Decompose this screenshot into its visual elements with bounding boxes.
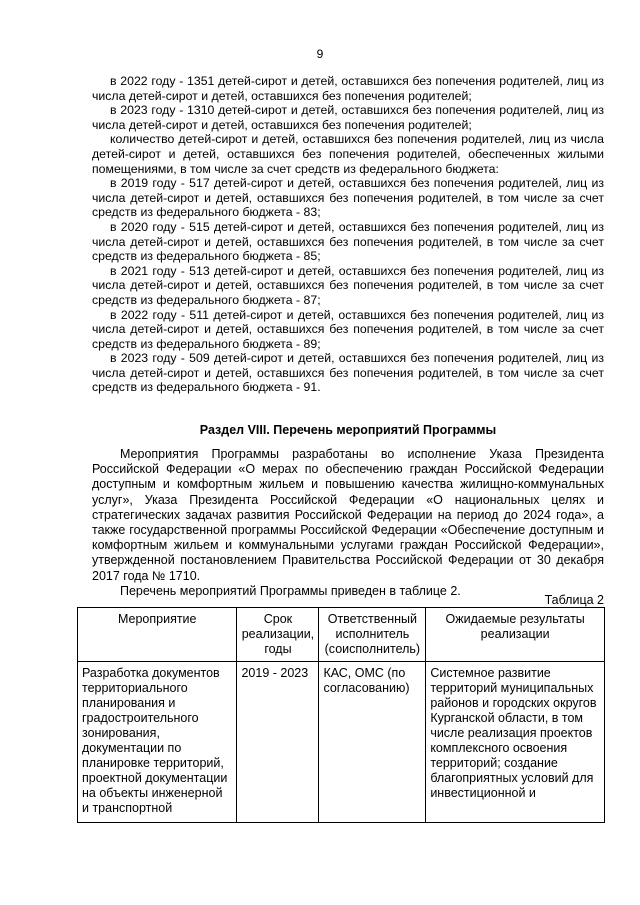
section-heading: Раздел VIII. Перечень мероприятий Программы (199, 423, 497, 437)
activities-table (77, 607, 605, 823)
paragraph-2022-housing: в 2022 году - 511 детей-сирот и детей, оставшихся без попечения родителей, лиц из числа детей-сирот и детей, оставшихся без попечения родителей, в том числе за счет средств из федерального бюджета - 89; (92, 307, 604, 351)
cell-activity: Разработка документов территориального планирования и градостроительного зонирования, документации по планировке территорий, проектной документации на объекты инженерной и транспортной (78, 662, 237, 823)
paragraph-2023-total: в 2023 году - 1310 детей-сирот и детей, оставшихся без попечения родителей, лиц из числа детей-сирот и детей, оставшихся без попечения родителей; (92, 103, 604, 132)
header-activity: Мероприятие (78, 608, 237, 662)
cell-executor: КАС, ОМС (по согласованию) (319, 662, 426, 823)
cell-period: 2019 - 2023 (237, 662, 319, 823)
table-header-row (78, 608, 605, 662)
table-row (78, 662, 605, 823)
table-caption: Таблица 2 (544, 593, 604, 607)
paragraph-housing-count: количество детей-сирот и детей, оставшихся без попечения родителей, лиц из числа детей-сирот и детей, оставшихся без попечения родителей, обеспеченных жилыми помещениями, в том числе за счет средств из федерального бюджета: (92, 132, 604, 176)
body-text (92, 74, 604, 395)
intro-text (92, 447, 604, 599)
header-period: Срок реализации, годы (237, 608, 319, 662)
paragraph-2021-housing: в 2021 году - 513 детей-сирот и детей, оставшихся без попечения родителей, лиц из числа детей-сирот и детей, оставшихся без попечения родителей, в том числе за счет средств из федерального бюджета - 87; (92, 263, 604, 307)
paragraph-2020-housing: в 2020 году - 515 детей-сирот и детей, оставшихся без попечения родителей, лиц из числа детей-сирот и детей, оставшихся без попечения родителей, в том числе за счет средств из федерального бюджета - 85; (92, 219, 604, 264)
paragraph-2019-housing: в 2019 году - 517 детей-сирот и детей, оставшихся без попечения родителей, лиц из числа детей-сирот и детей, оставшихся без попечения родителей, в том числе за счет средств из федерального бюджета - 83; (92, 176, 604, 220)
intro-paragraph-table-ref: Перечень мероприятий Программы приведен в таблице 2. (120, 583, 461, 598)
paragraph-2022-total: в 2022 году - 1351 детей-сирот и детей, оставшихся без попечения родителей, лиц из числа детей-сирот и детей, оставшихся без попечения родителей; (92, 74, 604, 103)
header-results: Ожидаемые результаты реализации (426, 608, 605, 662)
page-number: 9 (316, 47, 324, 61)
intro-paragraph: Мероприятия Программы разработаны во исполнение Указа Президента Российской Федерации «О мерах по обеспечению граждан Российской Федерации доступным и комфортным жильем и повышению качества жилищно-коммунальных услуг», Указа Президента Российской Федерации «О национальных целях и стратегических задачах развития Российской Федерации на период до 2024 года», а также государственной программы Российской Федерации «Обеспечение доступным и комфортным жильем и коммунальными услугами граждан Российской Федерации», утвержденной постановлением Правительства Российской Федерации от 30 декабря 2017 года № 1710. (92, 447, 604, 583)
header-executor: Ответственный исполнитель (соисполнитель) (319, 608, 426, 662)
paragraph-2023-housing: в 2023 году - 509 детей-сирот и детей, оставшихся без попечения родителей, лиц из числа детей-сирот и детей, оставшихся без попечения родителей, в том числе за счет средств из федерального бюджета - 91. (92, 351, 604, 395)
cell-results: Системное развитие территорий муниципальных районов и городских округов Курганской области, в том числе реализация проектов комплексного освоения территорий; создание благоприятных условий для инвестиционной и (426, 662, 605, 823)
